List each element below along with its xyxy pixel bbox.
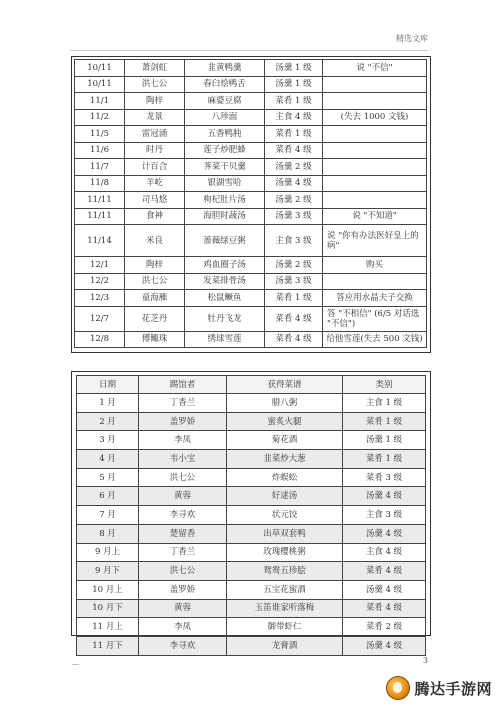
table1-cell-person: 洪七公 [125,273,185,290]
mascot-logo-icon [386,676,410,700]
table1-row [75,225,427,257]
table2-cell-date: 8 月 [77,524,139,543]
watermark-text: 腾达手游网 [414,679,492,698]
header-cell-category: 类别 [343,376,426,394]
table1-cell-note [323,273,427,290]
table2-cell-date: 7 月 [77,506,139,525]
table1-cell-note [323,126,427,143]
table1-row [75,126,427,143]
table2-cell-category: 主食 3 级 [343,506,426,525]
table1-row [75,159,427,176]
table2-cell-date: 6 月 [77,487,139,506]
table1-cell-note: 答 "不相信" (6/5 对话选 "不信") [323,306,427,331]
table1-cell-date: 11/5 [75,126,125,143]
table1-cell-category: 菜肴 4 级 [265,142,323,159]
table2-cell-recipe: 玫瑰樱桃粥 [227,543,343,562]
table1-row [75,109,427,126]
table1-cell-category: 汤羹 3 级 [265,273,323,290]
table1-cell-person: 龙景 [125,109,185,126]
table2-row [77,618,426,637]
table1-cell-category: 汤羹 1 级 [265,76,323,93]
table1-cell-note [323,175,427,192]
table2-cell-challenger: 盖罗娇 [139,580,227,599]
table1-row [75,142,427,159]
table1-cell-category: 主食 3 级 [265,225,323,257]
table1-cell-person: 羊屹 [125,175,185,192]
table1-cell-note [323,159,427,176]
table2-cell-date: 11 月上 [77,618,139,637]
table2-cell-category: 菜肴 4 级 [343,562,426,581]
table1-cell-note: 给他雪莲(失去 500 文钱) [323,331,427,348]
table2-cell-recipe: 龙膏酒 [227,636,343,655]
recipe-table-2 [76,375,426,656]
table1-cell-note: 说 "不知道" [323,208,427,225]
table1-cell-date: 10/11 [75,60,125,77]
table1-cell-date: 11/14 [75,225,125,257]
table1-cell-note [323,142,427,159]
table2-cell-challenger: 李凤 [139,431,227,450]
table1-cell-category: 菜肴 1 级 [265,290,323,307]
table1-cell-date: 10/11 [75,76,125,93]
table2-cell-challenger: 丁香兰 [139,394,227,413]
table2-cell-date: 10 月上 [77,580,139,599]
table1-row [75,175,427,192]
table1-cell-recipe: 发菜排骨汤 [185,273,265,290]
table1-cell-date: 11/2 [75,109,125,126]
table2-row [77,412,426,431]
table1-cell-person: 雷冠涌 [125,126,185,143]
table2-cell-challenger: 黄蓉 [139,487,227,506]
table1-cell-date: 11/6 [75,142,125,159]
table2-cell-date: 9 月下 [77,562,139,581]
table2-cell-category: 菜肴 1 级 [343,412,426,431]
header-cell-challenger: 踢馆者 [139,376,227,394]
table2-row [77,468,426,487]
table2-cell-date: 9 月上 [77,543,139,562]
table1-cell-person: 米良 [125,225,185,257]
table2-cell-date: 5 月 [77,468,139,487]
table1-row [75,60,427,77]
table1-cell-category: 汤羹 3 级 [265,208,323,225]
table1-row [75,208,427,225]
table2-cell-date: 4 月 [77,450,139,469]
table1-cell-date: 12/2 [75,273,125,290]
table1-row [75,93,427,110]
table2-header-row [77,376,426,394]
table1-cell-category: 汤羹 4 级 [265,175,323,192]
table2-cell-category: 汤羹 4 级 [343,487,426,506]
table1-cell-date: 12/7 [75,306,125,331]
table2-cell-category: 菜肴 1 级 [343,450,426,469]
table1-cell-person: 洪七公 [125,76,185,93]
table1-cell-note: 购买 [323,257,427,274]
table2-cell-challenger: 洪七公 [139,468,227,487]
header-cell-recipe: 获得菜谱 [227,376,343,394]
table1-cell-category: 汤羹 2 级 [265,159,323,176]
table2-cell-challenger: 李寻欢 [139,636,227,655]
table2-cell-recipe: 炸蜈蚣 [227,468,343,487]
table2-row [77,394,426,413]
table2-cell-category: 汤羹 4 级 [343,524,426,543]
recipe-table-1 [74,59,427,348]
table2-row [77,562,426,581]
table1-cell-recipe: 麻婆豆腐 [185,93,265,110]
table1-cell-date: 12/1 [75,257,125,274]
table2-row [77,580,426,599]
table1-row [75,192,427,209]
table2-cell-date: 1 月 [77,394,139,413]
table2-cell-challenger: 楚留香 [139,524,227,543]
table2-cell-challenger: 丁香兰 [139,543,227,562]
table2-row [77,599,426,618]
header-divider [70,50,428,51]
table2-row [77,543,426,562]
table2-cell-category: 汤羹 4 级 [343,636,426,655]
table1-cell-person: 陶梓 [125,93,185,110]
table2-cell-recipe: 御带虾仁 [227,618,343,637]
table1-cell-person: 童海雁 [125,290,185,307]
table2-cell-date: 11 月下 [77,636,139,655]
table2-row [77,636,426,655]
table2-cell-challenger: 韦小宝 [139,450,227,469]
table2-cell-challenger: 盖罗娇 [139,412,227,431]
table1-cell-category: 主食 4 级 [265,109,323,126]
table1-cell-recipe: 牡丹飞龙 [185,306,265,331]
table1-cell-date: 11/11 [75,192,125,209]
table1-cell-note [323,192,427,209]
table1-cell-category: 菜肴 4 级 [265,306,323,331]
table1-cell-recipe: 荠菜干贝羹 [185,159,265,176]
table1-cell-person: 司马悠 [125,192,185,209]
table1-cell-person: 计百合 [125,159,185,176]
table2-cell-recipe: 韭菜炒大葱 [227,450,343,469]
table2-cell-recipe: 玉笛谁家听落梅 [227,599,343,618]
table2-row [77,506,426,525]
table2-cell-recipe: 状元饺 [227,506,343,525]
table2-cell-recipe: 好逑汤 [227,487,343,506]
table2-cell-recipe: 鸳鸯五珍脍 [227,562,343,581]
table2-cell-date: 2 月 [77,412,139,431]
table1-row [75,331,427,348]
table1-cell-note [323,93,427,110]
page-number: 3 [422,656,428,665]
table2-cell-challenger: 李凤 [139,618,227,637]
table1-cell-note [323,76,427,93]
table1-cell-recipe: 松鼠鳜鱼 [185,290,265,307]
table1-cell-category: 菜肴 1 级 [265,93,323,110]
table1-cell-recipe: 蔷薇绿豆粥 [185,225,265,257]
table2-cell-category: 汤羹 4 级 [343,580,426,599]
table1-cell-person: 陶梓 [125,257,185,274]
table1-cell-note: (失去 1000 文钱) [323,109,427,126]
table1-row [75,306,427,331]
table2-cell-category: 汤羹 1 级 [343,431,426,450]
table1-cell-note: 答应用水晶夫子交换 [323,290,427,307]
table1-cell-recipe: 绣球雪莲 [185,331,265,348]
table1-cell-category: 汤羹 1 级 [265,60,323,77]
table2-cell-recipe: 腊八粥 [227,394,343,413]
table1-cell-recipe: 银湖雪哈 [185,175,265,192]
table1-cell-recipe: 枸杞肚片汤 [185,192,265,209]
table1-cell-recipe: 五香鸭肫 [185,126,265,143]
table1-row [75,76,427,93]
table2-cell-recipe: 蜜炙火腿 [227,412,343,431]
table2-cell-category: 菜肴 3 级 [343,468,426,487]
table1-cell-date: 12/3 [75,290,125,307]
table1-cell-date: 12/8 [75,331,125,348]
table1-cell-category: 汤羹 2 级 [265,192,323,209]
table1-cell-recipe: 鸡血圈子汤 [185,257,265,274]
table1-cell-category: 汤羹 2 级 [265,257,323,274]
table2-cell-recipe: 出草双套鸭 [227,524,343,543]
table2-row [77,431,426,450]
table1-cell-person: 食神 [125,208,185,225]
table1-cell-person: 时丹 [125,142,185,159]
table2-row [77,450,426,469]
table1-cell-date: 11/1 [75,93,125,110]
table2-row [77,487,426,506]
table2-row [77,524,426,543]
table1-row [75,257,427,274]
table1-cell-recipe: 海胆时蔬汤 [185,208,265,225]
table1-cell-date: 11/8 [75,175,125,192]
table2-cell-recipe: 菊花酒 [227,431,343,450]
table1-cell-recipe: 八珍面 [185,109,265,126]
table1-cell-date: 11/11 [75,208,125,225]
table1-cell-person: 傅鲰珠 [125,331,185,348]
header-cell-date: 日期 [77,376,139,394]
table1-cell-recipe: 韭黄鸭羹 [185,60,265,77]
table2-cell-category: 菜肴 4 级 [343,599,426,618]
footer-mark: — [72,660,79,668]
table2-cell-date: 10 月下 [77,599,139,618]
table1-cell-date: 11/7 [75,159,125,176]
table1-cell-note: 说 "你有办法医好皇上的病" [323,225,427,257]
table1-cell-recipe: 莲子炒肥蜂 [185,142,265,159]
table1-cell-person: 萧剑虹 [125,60,185,77]
watermark [386,676,492,700]
table2-cell-category: 菜肴 2 级 [343,618,426,637]
table2-cell-challenger: 洪七公 [139,562,227,581]
table1-cell-person: 花芝丹 [125,306,185,331]
table1-row [75,273,427,290]
table2-cell-challenger: 李寻欢 [139,506,227,525]
table2-cell-date: 3 月 [77,431,139,450]
table1-cell-category: 菜肴 1 级 [265,126,323,143]
table2-cell-category: 主食 1 级 [343,394,426,413]
table1-cell-category: 菜肴 4 级 [265,331,323,348]
table1-cell-recipe: 春臼烩鸭舌 [185,76,265,93]
site-name: 精选文库 [396,34,428,43]
table2-cell-challenger: 黄蓉 [139,599,227,618]
table2-cell-recipe: 五宝花蜜酒 [227,580,343,599]
table2-cell-category: 主食 4 级 [343,543,426,562]
table1-row [75,290,427,307]
table1-cell-note: 说 "不信" [323,60,427,77]
